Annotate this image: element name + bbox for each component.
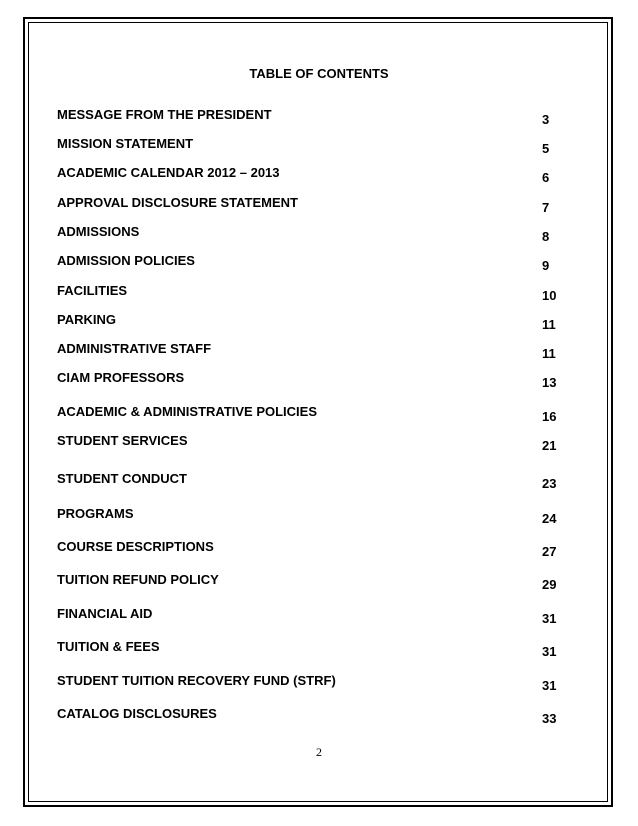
toc-entry-label: STUDENT CONDUCT — [57, 471, 187, 486]
toc-entry-page: 31 — [542, 611, 557, 626]
toc-entry — [57, 505, 563, 526]
toc-entry-page: 6 — [542, 170, 550, 185]
toc-entry-label: ACADEMIC & ADMINISTRATIVE POLICIES — [57, 404, 318, 419]
toc-entry-page: 33 — [542, 711, 557, 726]
page-number: 2 — [316, 745, 322, 759]
toc-entry-page: 11 — [542, 346, 556, 361]
toc-entry-label: ADMISSION POLICIES — [57, 253, 195, 268]
toc-entry — [57, 106, 563, 127]
toc-entry — [57, 470, 563, 491]
toc-entry-label: TUITION REFUND POLICY — [57, 572, 219, 587]
toc-entry-label: FINANCIAL AID — [57, 606, 153, 621]
toc-entry — [57, 282, 563, 303]
toc-entry-page: 7 — [542, 200, 550, 215]
toc-entry-label: TUITION & FEES — [57, 639, 160, 654]
toc-entry-label: MESSAGE FROM THE PRESIDENT — [57, 107, 272, 122]
toc-entry — [57, 403, 563, 424]
toc-entry-label: ACADEMIC CALENDAR 2012 – 2013 — [57, 165, 280, 180]
toc-entry — [57, 705, 563, 726]
toc-entry-label: ADMISSIONS — [57, 224, 140, 239]
toc-entry-page: 10 — [542, 288, 557, 303]
toc-entry-page: 21 — [542, 438, 557, 453]
toc-entry — [57, 571, 563, 592]
toc-entry-page: 24 — [542, 511, 557, 526]
toc-entry — [57, 369, 563, 390]
toc-entry-label: ADMINISTRATIVE STAFF — [57, 341, 212, 356]
toc-entry — [57, 432, 563, 453]
toc-entry — [57, 252, 563, 273]
toc-entry — [57, 672, 563, 693]
toc-entry-page: 8 — [542, 229, 550, 244]
toc-entry-page: 3 — [542, 112, 550, 127]
toc-entry-page: 31 — [542, 644, 557, 659]
toc-entry-page: 5 — [542, 141, 550, 156]
toc-entry-label: FACILITIES — [57, 283, 128, 298]
toc-entry-label: MISSION STATEMENT — [57, 136, 194, 151]
toc-entry-label: APPROVAL DISCLOSURE STATEMENT — [57, 195, 298, 210]
toc-entry-page: 13 — [542, 375, 557, 390]
toc-entry — [57, 223, 563, 244]
toc-entry-label: STUDENT TUITION RECOVERY FUND (STRF) — [57, 673, 336, 688]
toc-entry-page: 11 — [542, 317, 556, 332]
toc-entry — [57, 164, 563, 185]
toc-entry-label: STUDENT SERVICES — [57, 433, 188, 448]
toc-entry — [57, 311, 563, 332]
toc-entry — [57, 194, 563, 215]
toc-entry — [57, 638, 563, 659]
toc-entry-page: 9 — [542, 258, 550, 273]
toc-entry-label: CATALOG DISCLOSURES — [57, 706, 217, 721]
toc-entry — [57, 605, 563, 626]
toc-entry-page: 16 — [542, 409, 557, 424]
toc-entry-label: PROGRAMS — [57, 506, 134, 521]
toc-title: TABLE OF CONTENTS — [249, 66, 389, 81]
toc-entry-page: 23 — [542, 476, 557, 491]
toc-entry-page: 27 — [542, 544, 557, 559]
toc-entry-label: PARKING — [57, 312, 116, 327]
toc-entry — [57, 538, 563, 559]
toc-entry — [57, 340, 563, 361]
toc-entry-page: 31 — [542, 678, 557, 693]
toc-entry-label: COURSE DESCRIPTIONS — [57, 539, 214, 554]
toc-entry-label: CIAM PROFESSORS — [57, 370, 185, 385]
toc-entry-page: 29 — [542, 577, 557, 592]
toc-entry — [57, 135, 563, 156]
